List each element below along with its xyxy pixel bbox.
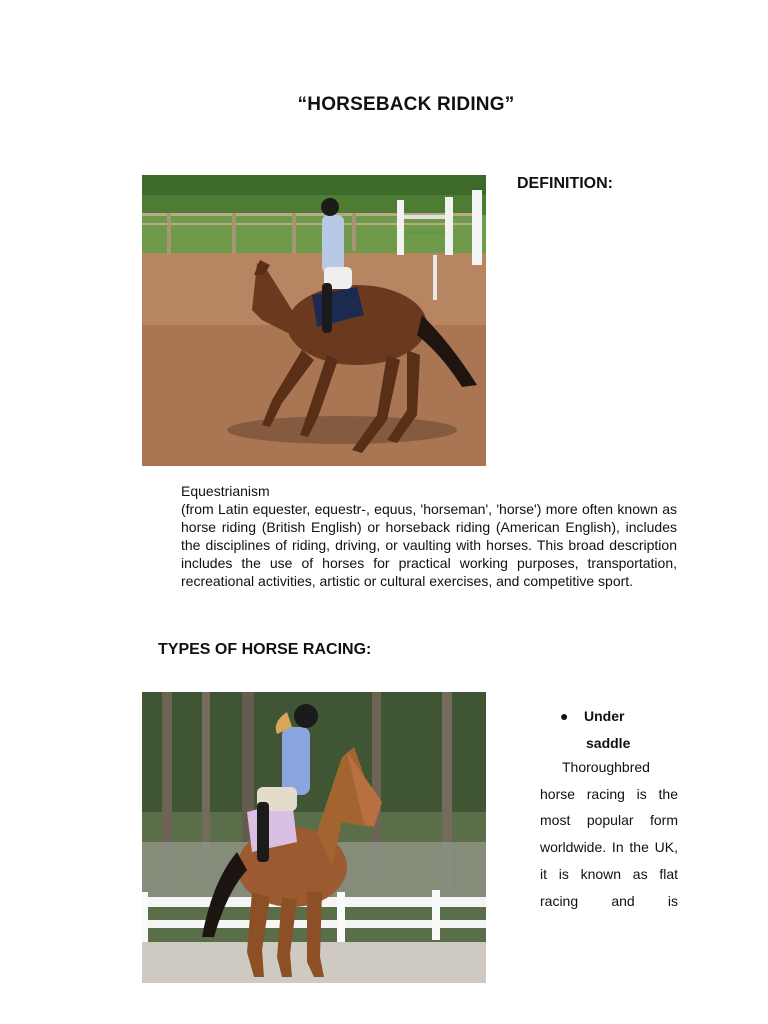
types-lead: Thoroughbred (562, 759, 650, 775)
definition-heading: DEFINITION: (517, 175, 613, 192)
types-paragraph (540, 754, 678, 914)
rider-cantering-arena-photo (142, 175, 486, 466)
definition-paragraph (181, 482, 677, 590)
definition-lead: Equestrianism (181, 483, 270, 499)
types-body: horse racing is the most popular form worldwide. In the UK, it is known as flat racing and is (540, 785, 678, 909)
page-title: “HORSEBACK RIDING” (297, 94, 515, 115)
types-heading: TYPES OF HORSE RACING: (158, 641, 372, 658)
bullet-line2: saddle (586, 735, 631, 751)
definition-body: (from Latin equester, equestr-, equus, 'horseman', 'horse') more often known as horse riding (British English) or horseback riding (American English), includes the disciplines of riding, driving, or vaulting with horses. This broad description includes the use of horses for practical working purposes, transportation, recreational activities, artistic or cultural exercises, and competitive sport. (181, 501, 677, 589)
rider-trotting-arena-photo (142, 692, 486, 983)
bullet-line1: Under (584, 708, 625, 724)
bullet-dot-icon: ● (560, 708, 569, 724)
bullet-under-saddle (560, 703, 630, 757)
